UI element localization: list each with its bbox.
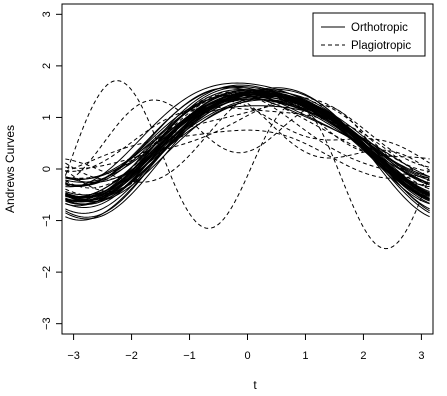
y-tick-label: 2 — [40, 62, 53, 69]
plagiotropic-curve — [65, 101, 429, 186]
y-tick-label: −3 — [40, 317, 53, 330]
y-tick-label: 3 — [40, 11, 53, 18]
x-tick-label: 2 — [360, 350, 367, 362]
y-tick-label: −1 — [40, 214, 53, 227]
x-tick-label: −1 — [183, 350, 196, 362]
legend-label-orthotropic: Orthotropic — [351, 22, 408, 34]
y-tick-label: 1 — [40, 114, 53, 121]
legend — [313, 13, 425, 56]
y-tick-label: 0 — [40, 165, 53, 173]
legend-label-plagiotropic: Plagiotropic — [351, 40, 412, 52]
curves-layer — [65, 81, 429, 249]
y-axis — [41, 11, 62, 330]
x-tick-label: −2 — [125, 350, 138, 362]
y-axis-title: Andrews Curves — [3, 124, 17, 214]
x-tick-label: 0 — [244, 350, 251, 362]
x-axis — [67, 334, 424, 362]
x-tick-label: −3 — [67, 350, 80, 362]
x-tick-label: 1 — [302, 350, 309, 362]
orthotropic-curve — [65, 90, 429, 185]
y-tick-label: −2 — [40, 265, 53, 279]
x-tick-label: 3 — [418, 350, 425, 362]
x-axis-title: t — [253, 378, 257, 392]
orthotropic-curve — [65, 95, 429, 185]
orthotropic-curve — [65, 97, 429, 182]
